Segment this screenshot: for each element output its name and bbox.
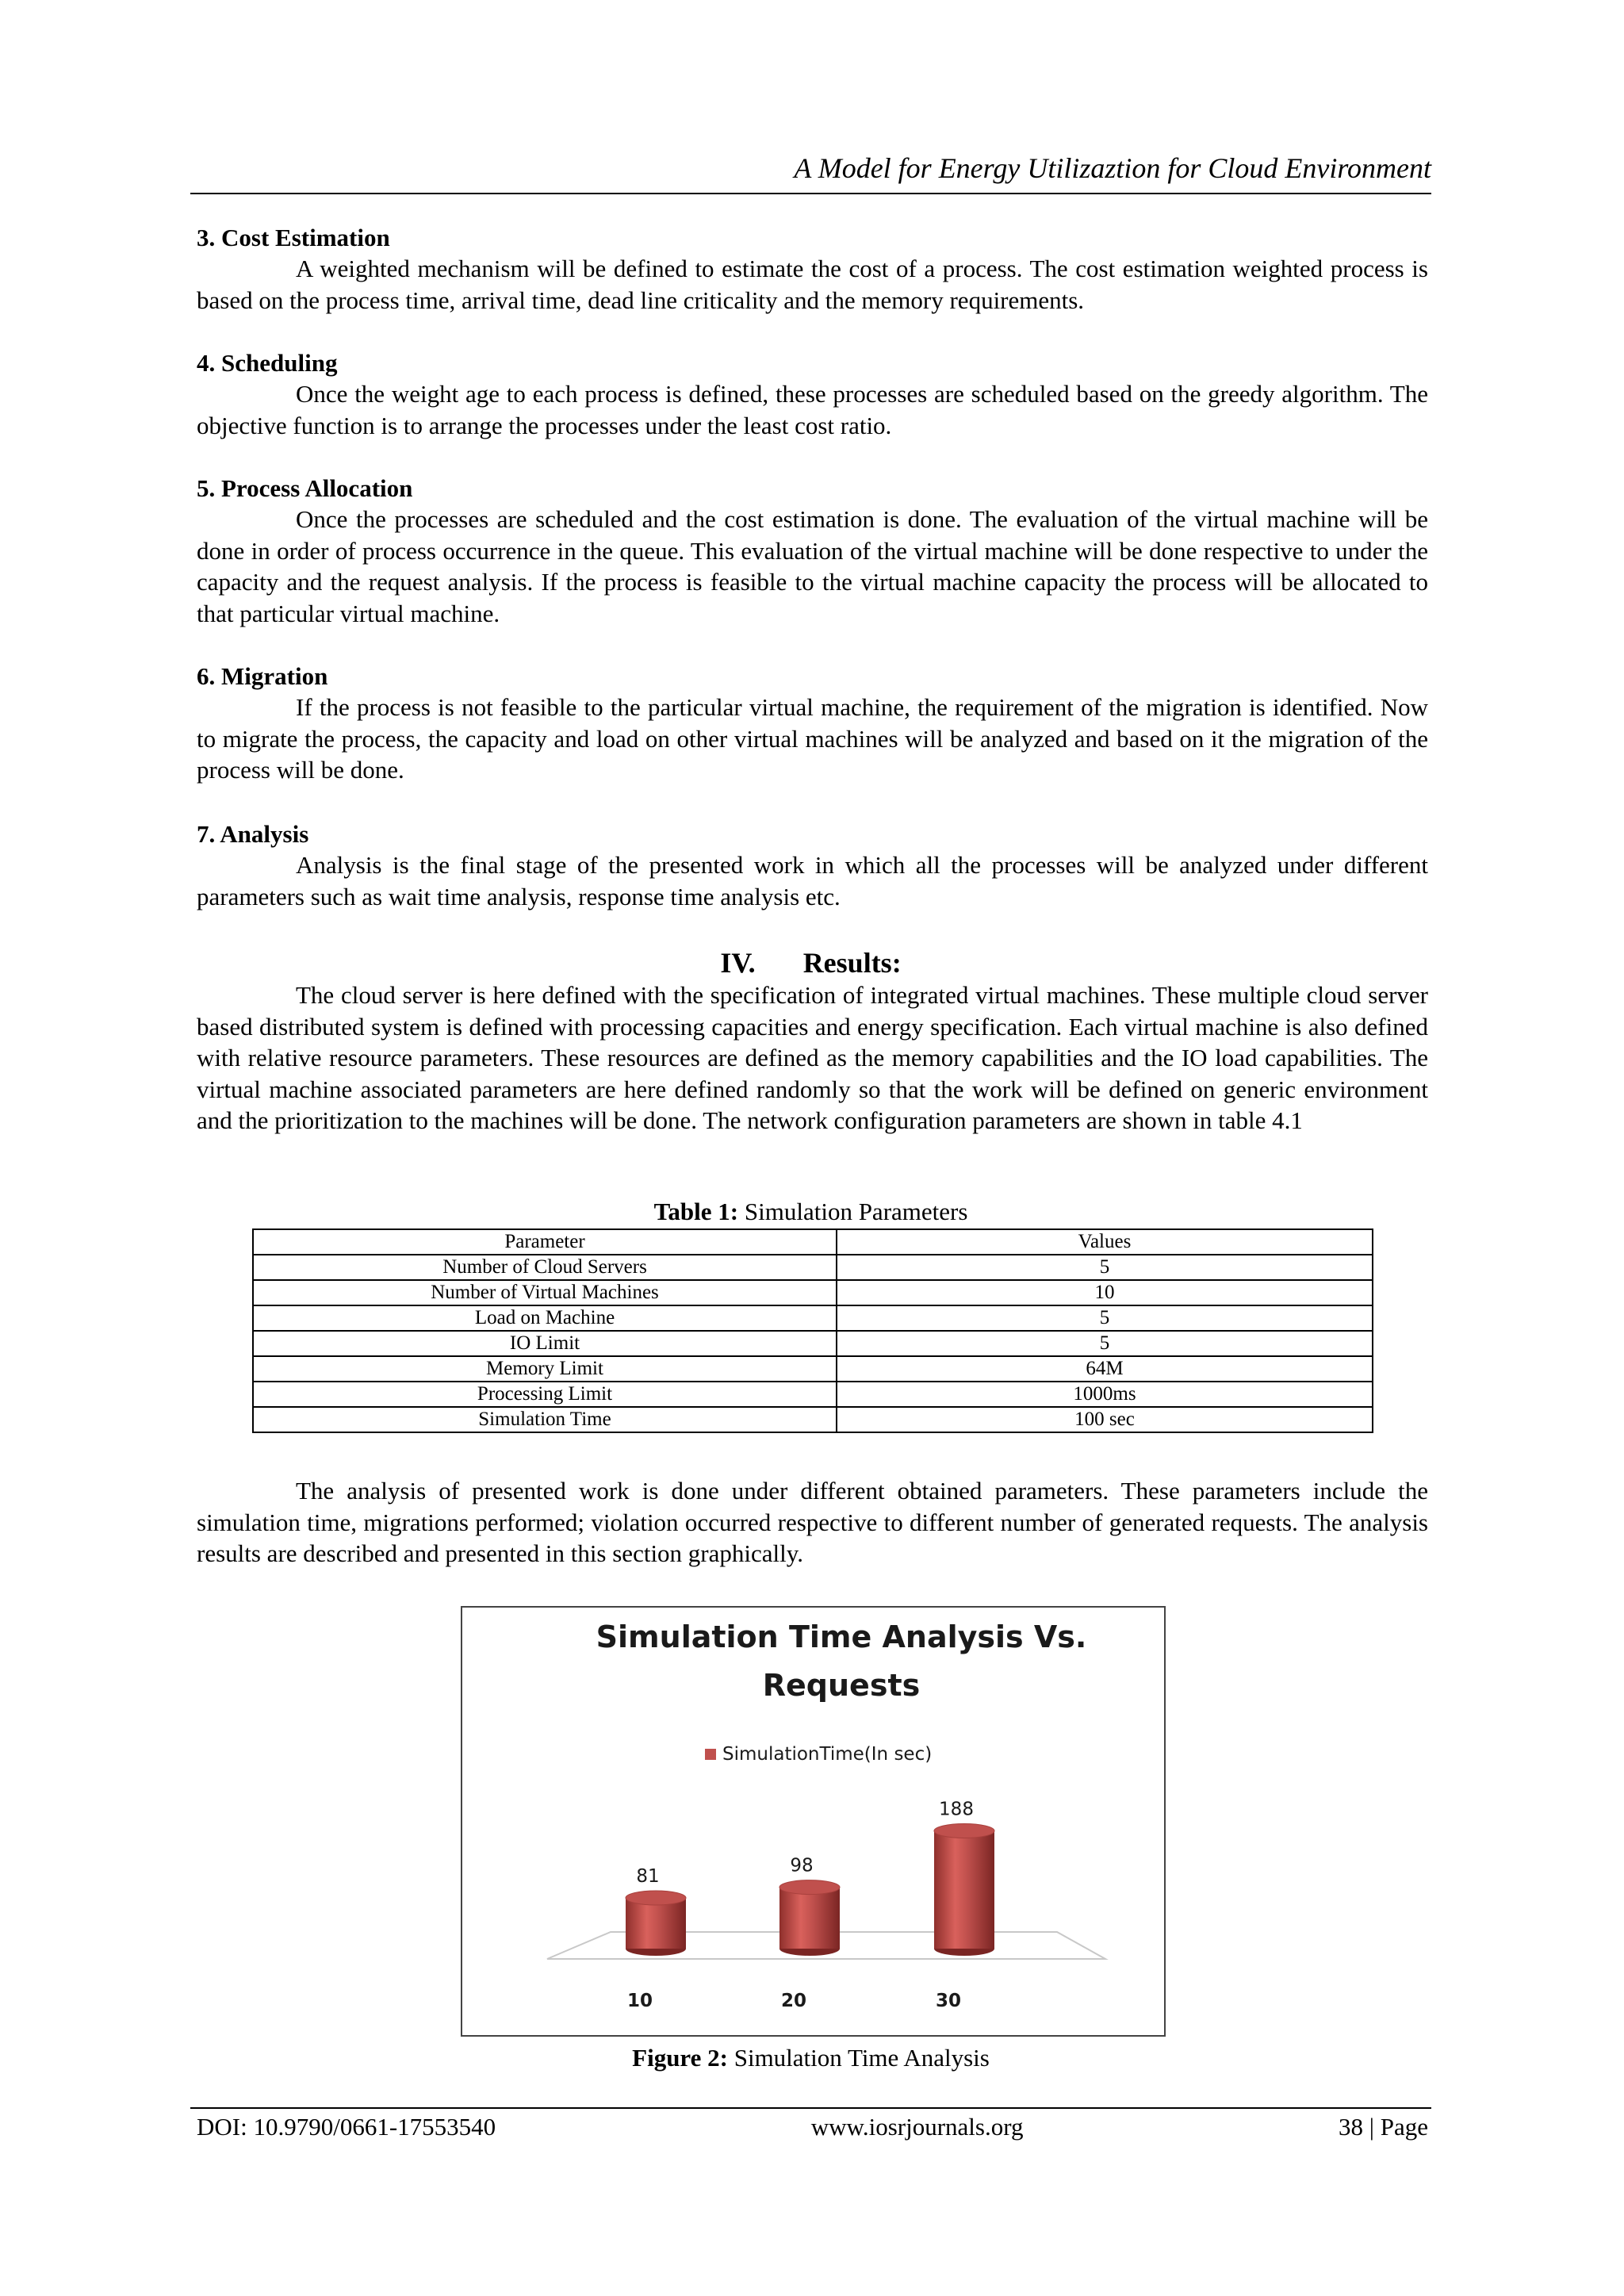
header-rule xyxy=(190,193,1431,194)
x-tick-label: 10 xyxy=(626,1991,653,2011)
section-heading-migration: 6. Migration xyxy=(197,662,328,690)
table-cell-value: 10 xyxy=(837,1280,1373,1305)
figure-caption xyxy=(190,2043,1431,2073)
table-caption xyxy=(190,1197,1431,1227)
x-tick-label: 30 xyxy=(935,1991,962,2011)
figure-caption-label: Figure 2: xyxy=(632,2044,728,2072)
table-cell-parameter: Simulation Time xyxy=(253,1407,837,1432)
results-number: IV. xyxy=(720,947,756,979)
footer-website: www.iosrjournals.org xyxy=(810,2113,1024,2141)
bar-10 xyxy=(626,1891,686,1956)
table-cell-value: 5 xyxy=(837,1255,1373,1280)
simulation-parameters-table xyxy=(252,1228,1373,1433)
chart-marks xyxy=(626,1799,994,2011)
footer-rule xyxy=(190,2107,1431,2109)
table-cell-parameter: Processing Limit xyxy=(253,1382,837,1407)
table-cell-value: 5 xyxy=(837,1305,1373,1331)
table-header-parameter: Parameter xyxy=(253,1229,837,1255)
table-cell-parameter: Number of Cloud Servers xyxy=(253,1255,837,1280)
table-row xyxy=(253,1382,1373,1407)
section-heading-cost-estimation: 3. Cost Estimation xyxy=(197,224,390,251)
chart-title-line-2: Requests xyxy=(762,1668,921,1703)
x-tick-label: 20 xyxy=(780,1991,807,2011)
running-title: A Model for Energy Utilizaztion for Cloud Environment xyxy=(794,152,1431,184)
chart-title-line-1: Simulation Time Analysis Vs. xyxy=(596,1619,1087,1654)
bar-30 xyxy=(934,1823,994,1956)
section-text-scheduling: Once the weight age to each process is defined, these processes are scheduled based on the greedy algorithm. The objective function is to arrange the processes under the least cost ratio. xyxy=(197,380,1428,439)
table-caption-label: Table 1: xyxy=(653,1198,739,1225)
data-label: 188 xyxy=(939,1799,974,1820)
results-heading xyxy=(190,945,1431,980)
data-label: 98 xyxy=(790,1855,814,1876)
table-cell-value: 5 xyxy=(837,1331,1373,1356)
table-cell-parameter: IO Limit xyxy=(253,1331,837,1356)
results-paragraph-2: The analysis of presented work is done under different obtained parameters. These parameters include the simulation time, migrations performed; violation occurred respective to different number of generated requests. The analysis results are described and presented in this section graphically. xyxy=(197,1477,1428,1567)
section-text-process-allocation: Once the processes are scheduled and the cost estimation is done. The evaluation of the virtual machine will be done in order of process occurrence in the queue. This evaluation of the virtual machine will be done respective to under the capacity and the request analysis. If the process is feasible to the virtual machine capacity the process will be allocated to that particular virtual machine. xyxy=(197,505,1428,627)
figure-caption-text: Simulation Time Analysis xyxy=(727,2044,990,2072)
table-cell-parameter: Load on Machine xyxy=(253,1305,837,1331)
results-title: Results: xyxy=(802,947,902,979)
table-header-values: Values xyxy=(837,1229,1373,1255)
section-heading-analysis: 7. Analysis xyxy=(197,820,309,848)
section-text-migration: If the process is not feasible to the particular virtual machine, the requirement of the migration is identified. Now to migrate the process, the capacity and load on other virtual machines will be analyzed and based on it the migration of the process will be done. xyxy=(197,693,1428,784)
section-heading-process-allocation: 5. Process Allocation xyxy=(197,474,413,502)
section-text-cost-estimation: A weighted mechanism will be defined to estimate the cost of a process. The cost estimation weighted process is based on the process time, arrival time, dead line criticality and the memory requirements. xyxy=(197,255,1428,314)
section-heading-scheduling: 4. Scheduling xyxy=(197,349,338,377)
table-row xyxy=(253,1356,1373,1382)
table-row xyxy=(253,1407,1373,1432)
data-label: 81 xyxy=(636,1866,660,1888)
page-footer xyxy=(197,2112,1428,2142)
table-cell-value: 100 sec xyxy=(837,1407,1373,1432)
table-row xyxy=(253,1331,1373,1356)
legend-label: SimulationTime(In sec) xyxy=(722,1744,933,1765)
table-cell-value: 1000ms xyxy=(837,1382,1373,1407)
legend-swatch xyxy=(705,1749,716,1760)
table-cell-parameter: Number of Virtual Machines xyxy=(253,1280,837,1305)
footer-page-number: 38 | Page xyxy=(1339,2113,1428,2141)
table-row xyxy=(253,1255,1373,1280)
results-paragraph-1: The cloud server is here defined with the specification of integrated virtual machines. These multiple cloud server based distributed system is defined with processing capacities and energy specification. Each virtual machine is also defined with relative resource parameters. These resources are defined as the memory capabilities and the IO load capabilities. The virtual machine associated parameters are here defined randomly so that the work will be defined on generic environment and the prioritization to the machines will be done. The network configuration parameters are shown in table 4.1 xyxy=(197,981,1428,1134)
table-caption-text: Simulation Parameters xyxy=(738,1198,968,1225)
footer-doi: DOI: 10.9790/0661-17553540 xyxy=(197,2113,496,2141)
table-cell-parameter: Memory Limit xyxy=(253,1356,837,1382)
table-row xyxy=(253,1280,1373,1305)
table-cell-value: 64M xyxy=(837,1356,1373,1382)
table-row xyxy=(253,1305,1373,1331)
table-header-row xyxy=(253,1229,1373,1255)
section-text-analysis: Analysis is the final stage of the presented work in which all the processes will be analyzed under different parameters such as wait time analysis, response time analysis etc. xyxy=(197,851,1428,910)
simulation-time-chart xyxy=(462,1608,1164,2035)
figure-chart-frame xyxy=(461,1606,1166,2037)
bar-20 xyxy=(779,1880,840,1956)
